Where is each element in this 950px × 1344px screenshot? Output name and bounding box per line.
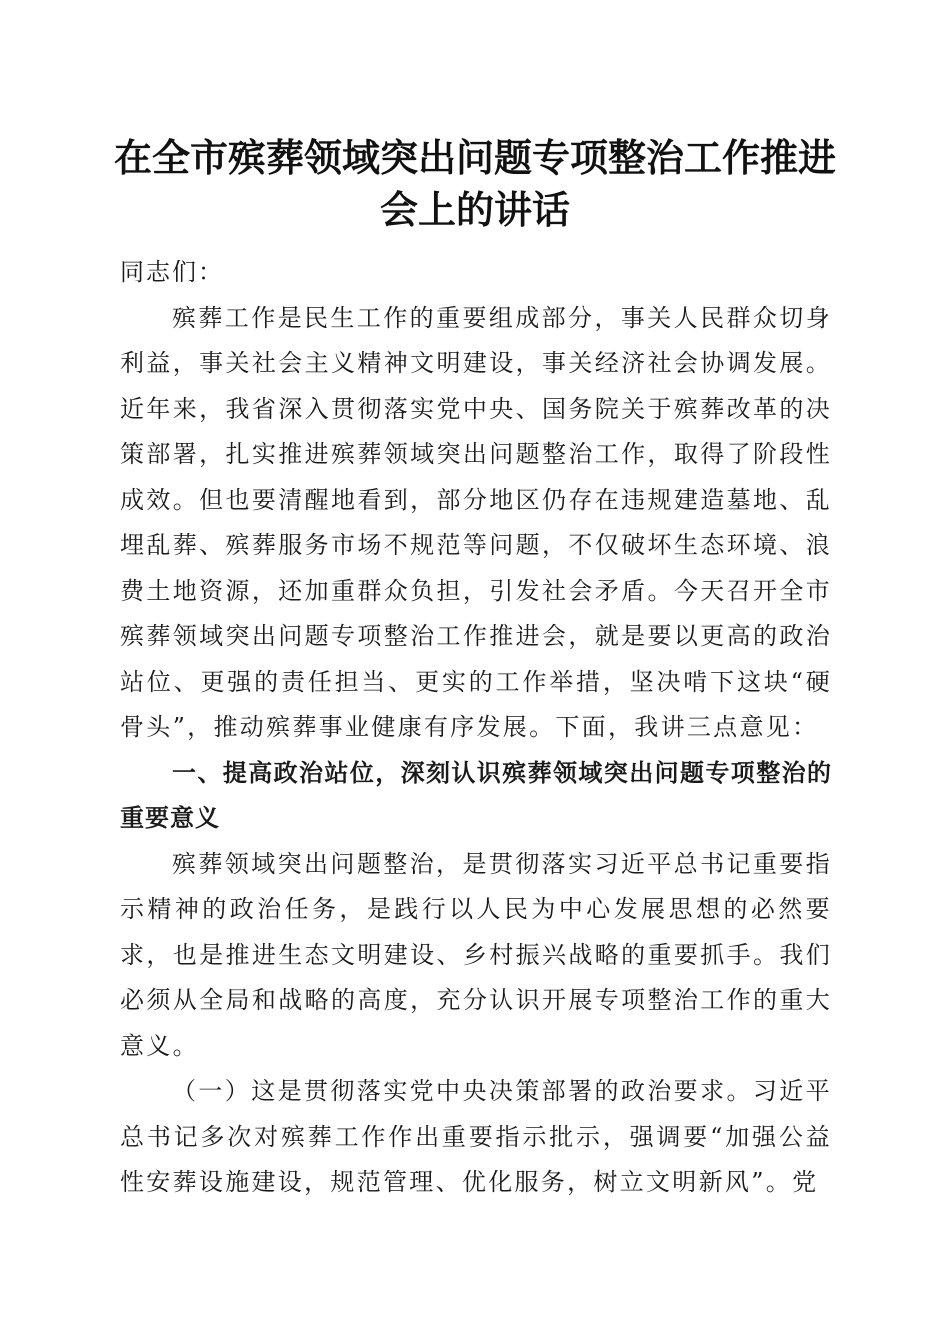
- paragraph-subsection-1: （一）这是贯彻落实党中央决策部署的政治要求。习近平总书记多次对殡葬工作作出重要指示批示，强调要“加强公益性安葬设施建设，规范管理、优化服务，树立文明新风”。党: [120, 1077, 832, 1196]
- document-body: [120, 250, 832, 1206]
- salutation: 同志们：: [120, 258, 224, 286]
- document-title: 在全市殡葬领域突出问题专项整治工作推进会上的讲话: [113, 135, 836, 232]
- section-heading-1: 一、提高政治站位，深刻认识殡葬领域突出问题专项整治的重要意义: [120, 758, 832, 832]
- paragraph-intro: 殡葬工作是民生工作的重要组成部分，事关人民群众切身利益，事关社会主义精神文明建设，事关经济社会协调发展。近年来，我省深入贯彻落实党中央、国务院关于殡葬改革的决策部署，扎实推进殡葬领域突出问题整治工作，取得了阶段性成效。但也要清醒地看到，部分地区仍存在违规建造墓地、乱埋乱葬、殡葬服务市场不规范等问题，不仅破坏生态环境、浪费土地资源，还加重群众负担，引发社会矛盾。今天召开全市殡葬领域突出问题专项整治工作推进会，就是要以更高的政治站位、更强的责任担当、更实的工作举措，坚决啃下这块“硬骨头”，推动殡葬事业健康有序发展。下面，我讲三点意见：: [120, 303, 832, 741]
- paragraph-section-1: 殡葬领域突出问题整治，是贯彻落实习近平总书记重要指示精神的政治任务，是践行以人民为中心发展思想的必然要求，也是推进生态文明建设、乡村振兴战略的重要抓手。我们必须从全局和战略的高度，充分认识开展专项整治工作的重大意义。: [120, 849, 832, 1060]
